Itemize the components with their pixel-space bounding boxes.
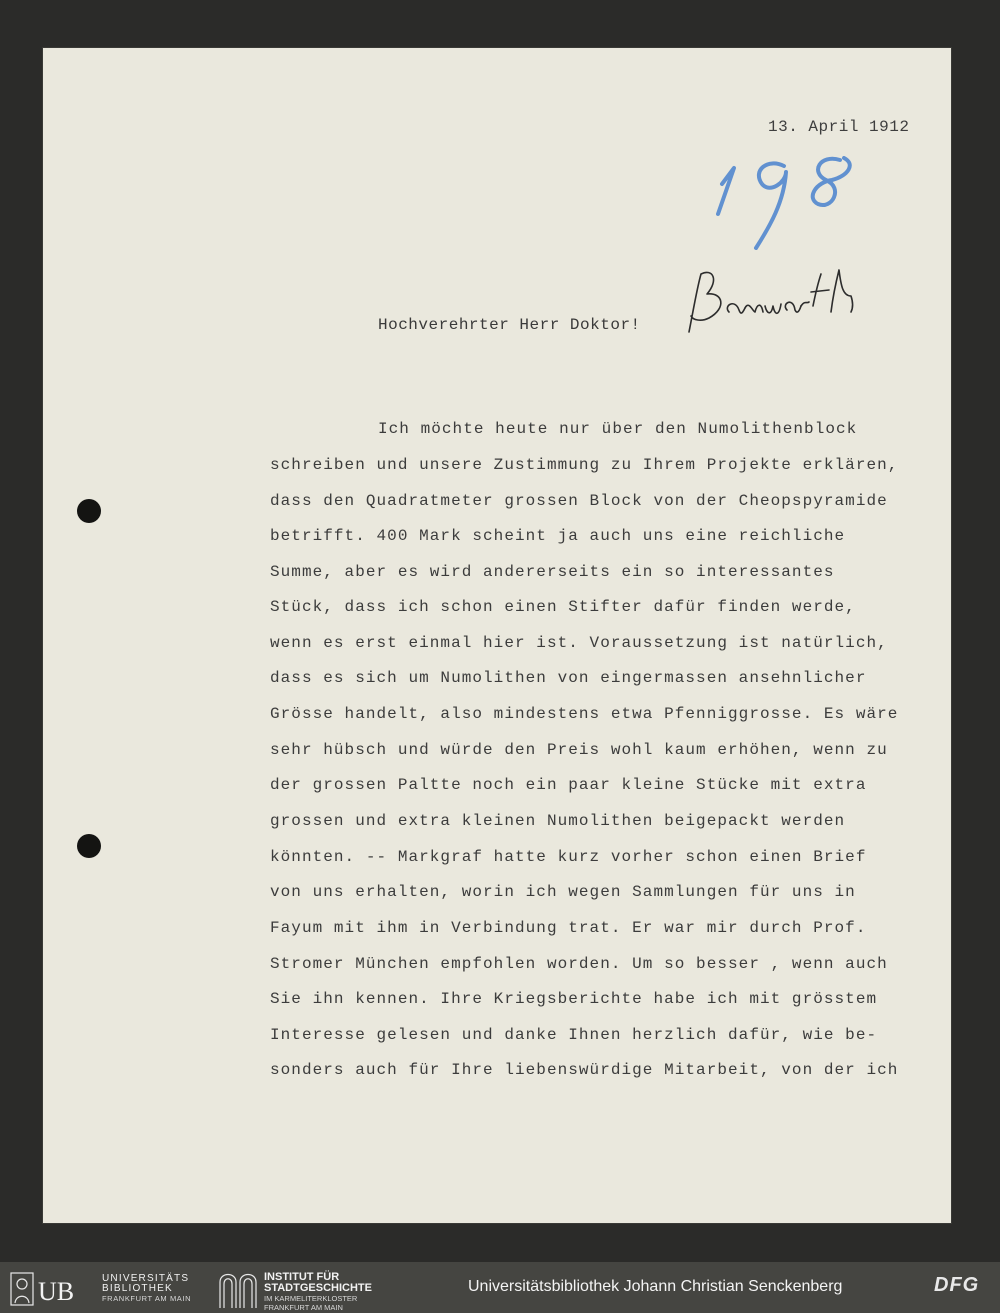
ub-emblem-icon — [10, 1270, 96, 1308]
body-line: grossen und extra kleinen Numolithen beigepackt werden — [270, 812, 846, 830]
isg-line-2: STADTGESCHICHTE — [264, 1282, 372, 1294]
isg-line-4: FRANKFURT AM MAIN — [264, 1303, 343, 1312]
ub-logo[interactable] — [10, 1270, 210, 1308]
salutation: Hochverehrter Herr Doktor! — [378, 316, 641, 334]
punch-hole-bottom — [77, 834, 101, 858]
ub-line-3: FRANKFURT AM MAIN — [102, 1294, 192, 1303]
body-line: schreiben und unsere Zustimmung zu Ihrem Projekte erklären, — [270, 456, 899, 474]
isg-logo[interactable] — [218, 1268, 398, 1310]
body-line: Summe, aber es wird andererseits ein so interessantes — [270, 563, 835, 581]
dfg-logo[interactable]: DFG — [934, 1274, 980, 1296]
body-line: betrifft. 400 Mark scheint ja auch uns eine reichliche — [270, 527, 846, 545]
isg-line-1: INSTITUT FÜR — [264, 1271, 340, 1283]
isg-arches-icon — [218, 1268, 258, 1310]
recipient-name-handwritten — [683, 266, 858, 338]
archive-number-handwritten — [712, 144, 872, 254]
body-line: Ich möchte heute nur über den Numolithenblock — [378, 420, 858, 438]
body-line: der grossen Paltte noch ein paar kleine Stücke mit extra — [270, 776, 867, 794]
body-line: Stromer München empfohlen worden. Um so besser , wenn auch — [270, 955, 888, 973]
body-line: Grösse handelt, also mindestens etwa Pfenniggrosse. Es wäre — [270, 705, 899, 723]
body-line: sonders auch für Ihre liebenswürdige Mitarbeit, von der ich — [270, 1061, 899, 1079]
body-line: Sie ihn kennen. Ihre Kriegsberichte habe ich mit grösstem — [270, 990, 878, 1008]
body-line: Fayum mit ihm in Verbindung trat. Er war mir durch Prof. — [270, 919, 867, 937]
isg-logo-text — [264, 1272, 372, 1312]
ub-logo-text — [102, 1274, 191, 1304]
body-line: könnten. -- Markgraf hatte kurz vorher schon einen Brief — [270, 848, 867, 866]
body-line: von uns erhalten, worin ich wegen Sammlungen für uns in — [270, 883, 856, 901]
punch-hole-top — [77, 499, 101, 523]
body-line: sehr hübsch und würde den Preis wohl kaum erhöhen, wenn zu — [270, 741, 888, 759]
body-line: dass es sich um Numolithen von eingermassen ansehnlicher — [270, 669, 867, 687]
library-name: Universitätsbibliothek Johann Christian Senckenberg — [468, 1278, 843, 1295]
body-line: Stück, dass ich schon einen Stifter dafür finden werde, — [270, 598, 856, 616]
body-line: Interesse gelesen und danke Ihnen herzlich dafür, wie be- — [270, 1026, 878, 1044]
ub-line-2: BIBLIOTHEK — [102, 1283, 173, 1294]
ub-logo-letters: UB — [38, 1277, 75, 1306]
body-line: dass den Quadratmeter grossen Block von der Cheopspyramide — [270, 492, 888, 510]
ub-line-1: UNIVERSITÄTS — [102, 1273, 190, 1284]
body-line: wenn es erst einmal hier ist. Voraussetzung ist natürlich, — [270, 634, 888, 652]
footer-bar — [0, 1262, 1000, 1313]
isg-line-3: IM KARMELITERKLOSTER — [264, 1294, 358, 1303]
letter-date: 13. April 1912 — [768, 118, 910, 136]
